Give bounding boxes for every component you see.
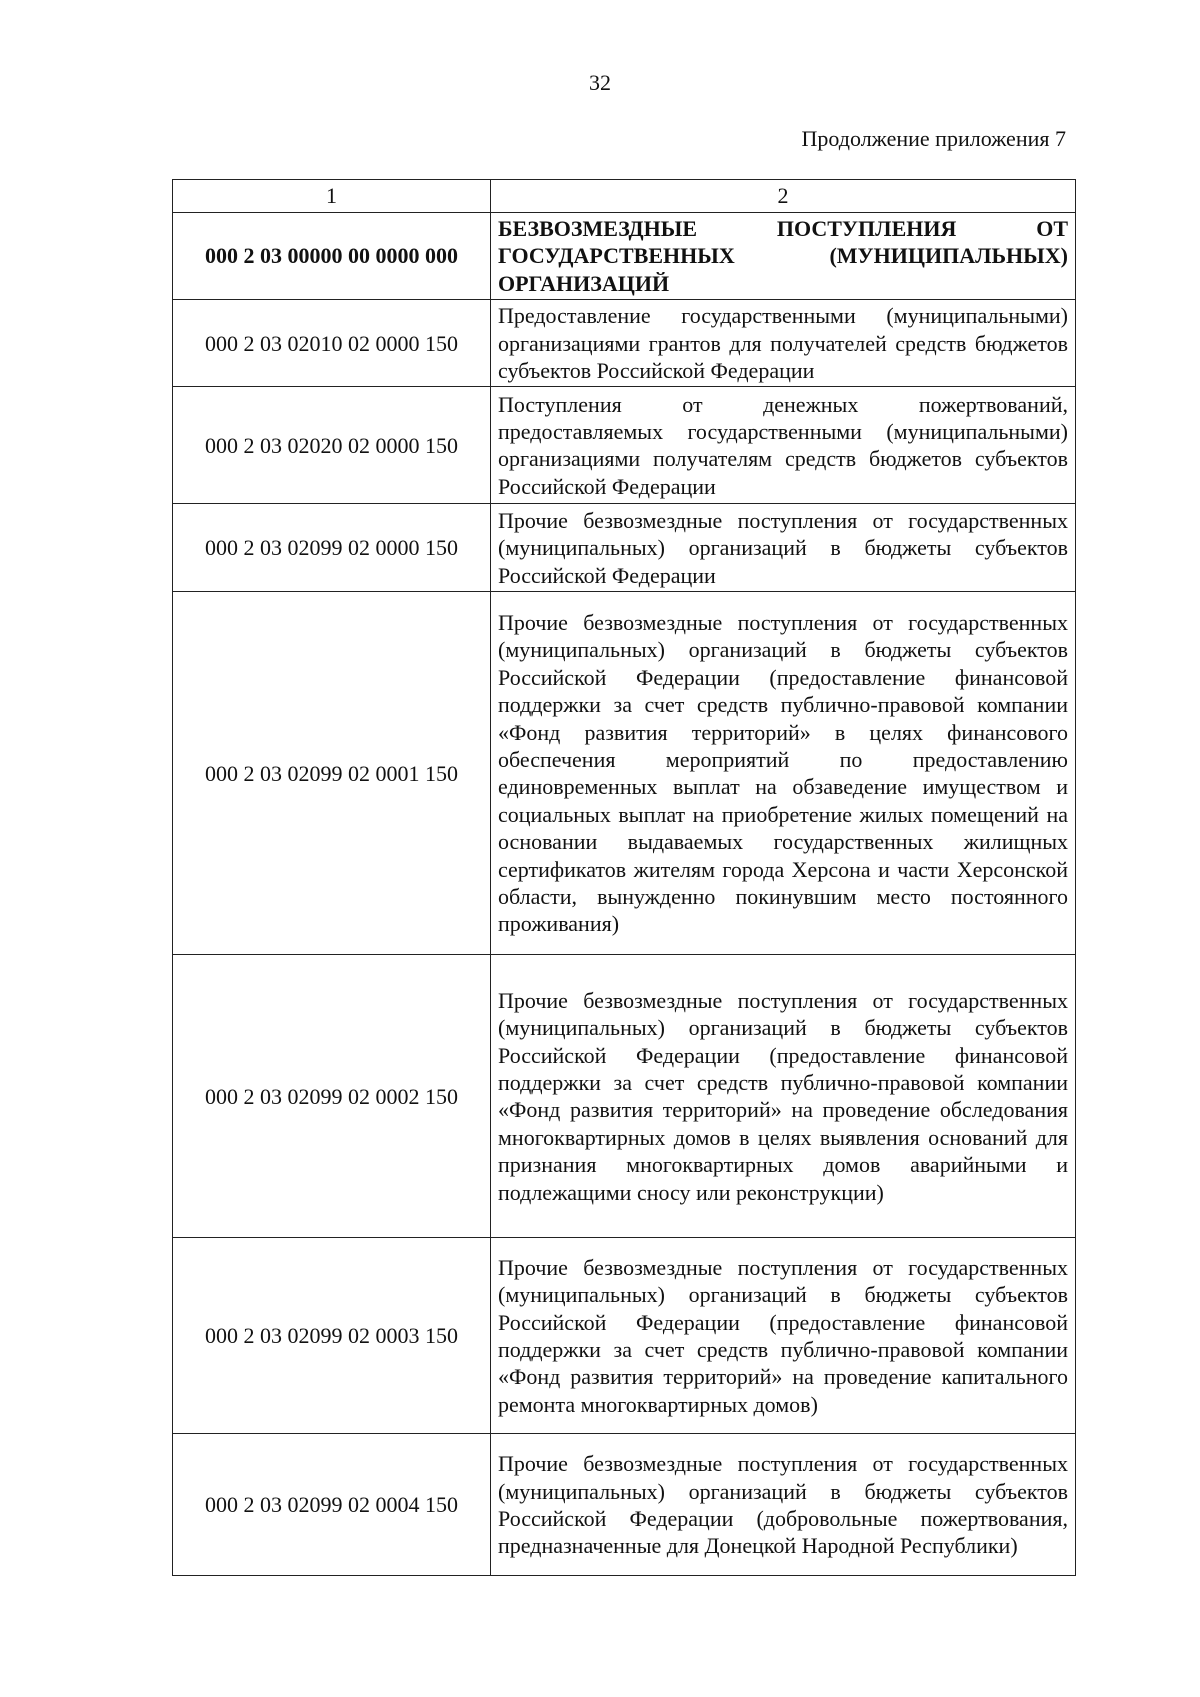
income-description: Прочие безвозмездные поступления от государственных (муниципальных) организаций в бюджеты субъектов Российской Федерации (491, 504, 1076, 592)
budget-code: 000 2 03 00000 00 0000 000 (173, 213, 491, 300)
income-description: Прочие безвозмездные поступления от государственных (муниципальных) организаций в бюджеты субъектов Российской Федерации (добровольные пожертвования, предназначенные для Донецкой Народной Республики) (491, 1434, 1076, 1576)
column-header-1: 1 (173, 180, 491, 213)
budget-code: 000 2 03 02099 02 0003 150 (173, 1238, 491, 1434)
appendix-continuation-note: Продолжение приложения 7 (801, 126, 1066, 151)
budget-code: 000 2 03 02099 02 0000 150 (173, 504, 491, 592)
column-header-2: 2 (491, 180, 1076, 213)
table-row (173, 955, 1076, 1238)
income-description: БЕЗВОЗМЕЗДНЫЕ ПОСТУПЛЕНИЯ ОТ ГОСУДАРСТВЕННЫХ (МУНИЦИПАЛЬНЫХ) ОРГАНИЗАЦИЙ (491, 213, 1076, 300)
income-description: Предоставление государственными (муниципальными) организациями грантов для получателей средств бюджетов субъектов Российской Федерации (491, 300, 1076, 387)
table-row (173, 592, 1076, 955)
income-description: Прочие безвозмездные поступления от государственных (муниципальных) организаций в бюджеты субъектов Российской Федерации (предоставление финансовой поддержки за счет средств публично-правовой компании «Фонд развития территорий» в целях финансового обеспечения мероприятий по предоставлению единовременных выплат на обзаведение имуществом и социальных выплат на приобретение жилых помещений на основании выдаваемых государственных жилищных сертификатов жителям города Херсона и части Херсонской области, вынужденно покинувшим место постоянного проживания) (491, 592, 1076, 955)
table-row (173, 1238, 1076, 1434)
budget-code: 000 2 03 02099 02 0002 150 (173, 955, 491, 1238)
income-description: Прочие безвозмездные поступления от государственных (муниципальных) организаций в бюджеты субъектов Российской Федерации (предоставление финансовой поддержки за счет средств публично-правовой компании «Фонд развития территорий» на проведение обследования многоквартирных домов в целях выявления оснований для признания многоквартирных домов аварийными и подлежащими сносу или реконструкции) (491, 955, 1076, 1238)
income-description: Прочие безвозмездные поступления от государственных (муниципальных) организаций в бюджеты субъектов Российской Федерации (предоставление финансовой поддержки за счет средств публично-правовой компании «Фонд развития территорий» на проведение капитального ремонта многоквартирных домов) (491, 1238, 1076, 1434)
budget-code: 000 2 03 02010 02 0000 150 (173, 300, 491, 387)
budget-code: 000 2 03 02099 02 0001 150 (173, 592, 491, 955)
table-row (173, 1434, 1076, 1576)
table-row (173, 300, 1076, 387)
budget-code: 000 2 03 02099 02 0004 150 (173, 1434, 491, 1576)
table-row (173, 213, 1076, 300)
table-row (173, 387, 1076, 504)
page-number: 32 (589, 70, 611, 95)
budget-codes-table (172, 179, 1076, 1576)
table-header-row (173, 180, 1076, 213)
budget-code: 000 2 03 02020 02 0000 150 (173, 387, 491, 504)
income-description: Поступления от денежных пожертвований, предоставляемых государственными (муниципальными) организациями получателям средств бюджетов субъектов Российской Федерации (491, 387, 1076, 504)
table-row (173, 504, 1076, 592)
